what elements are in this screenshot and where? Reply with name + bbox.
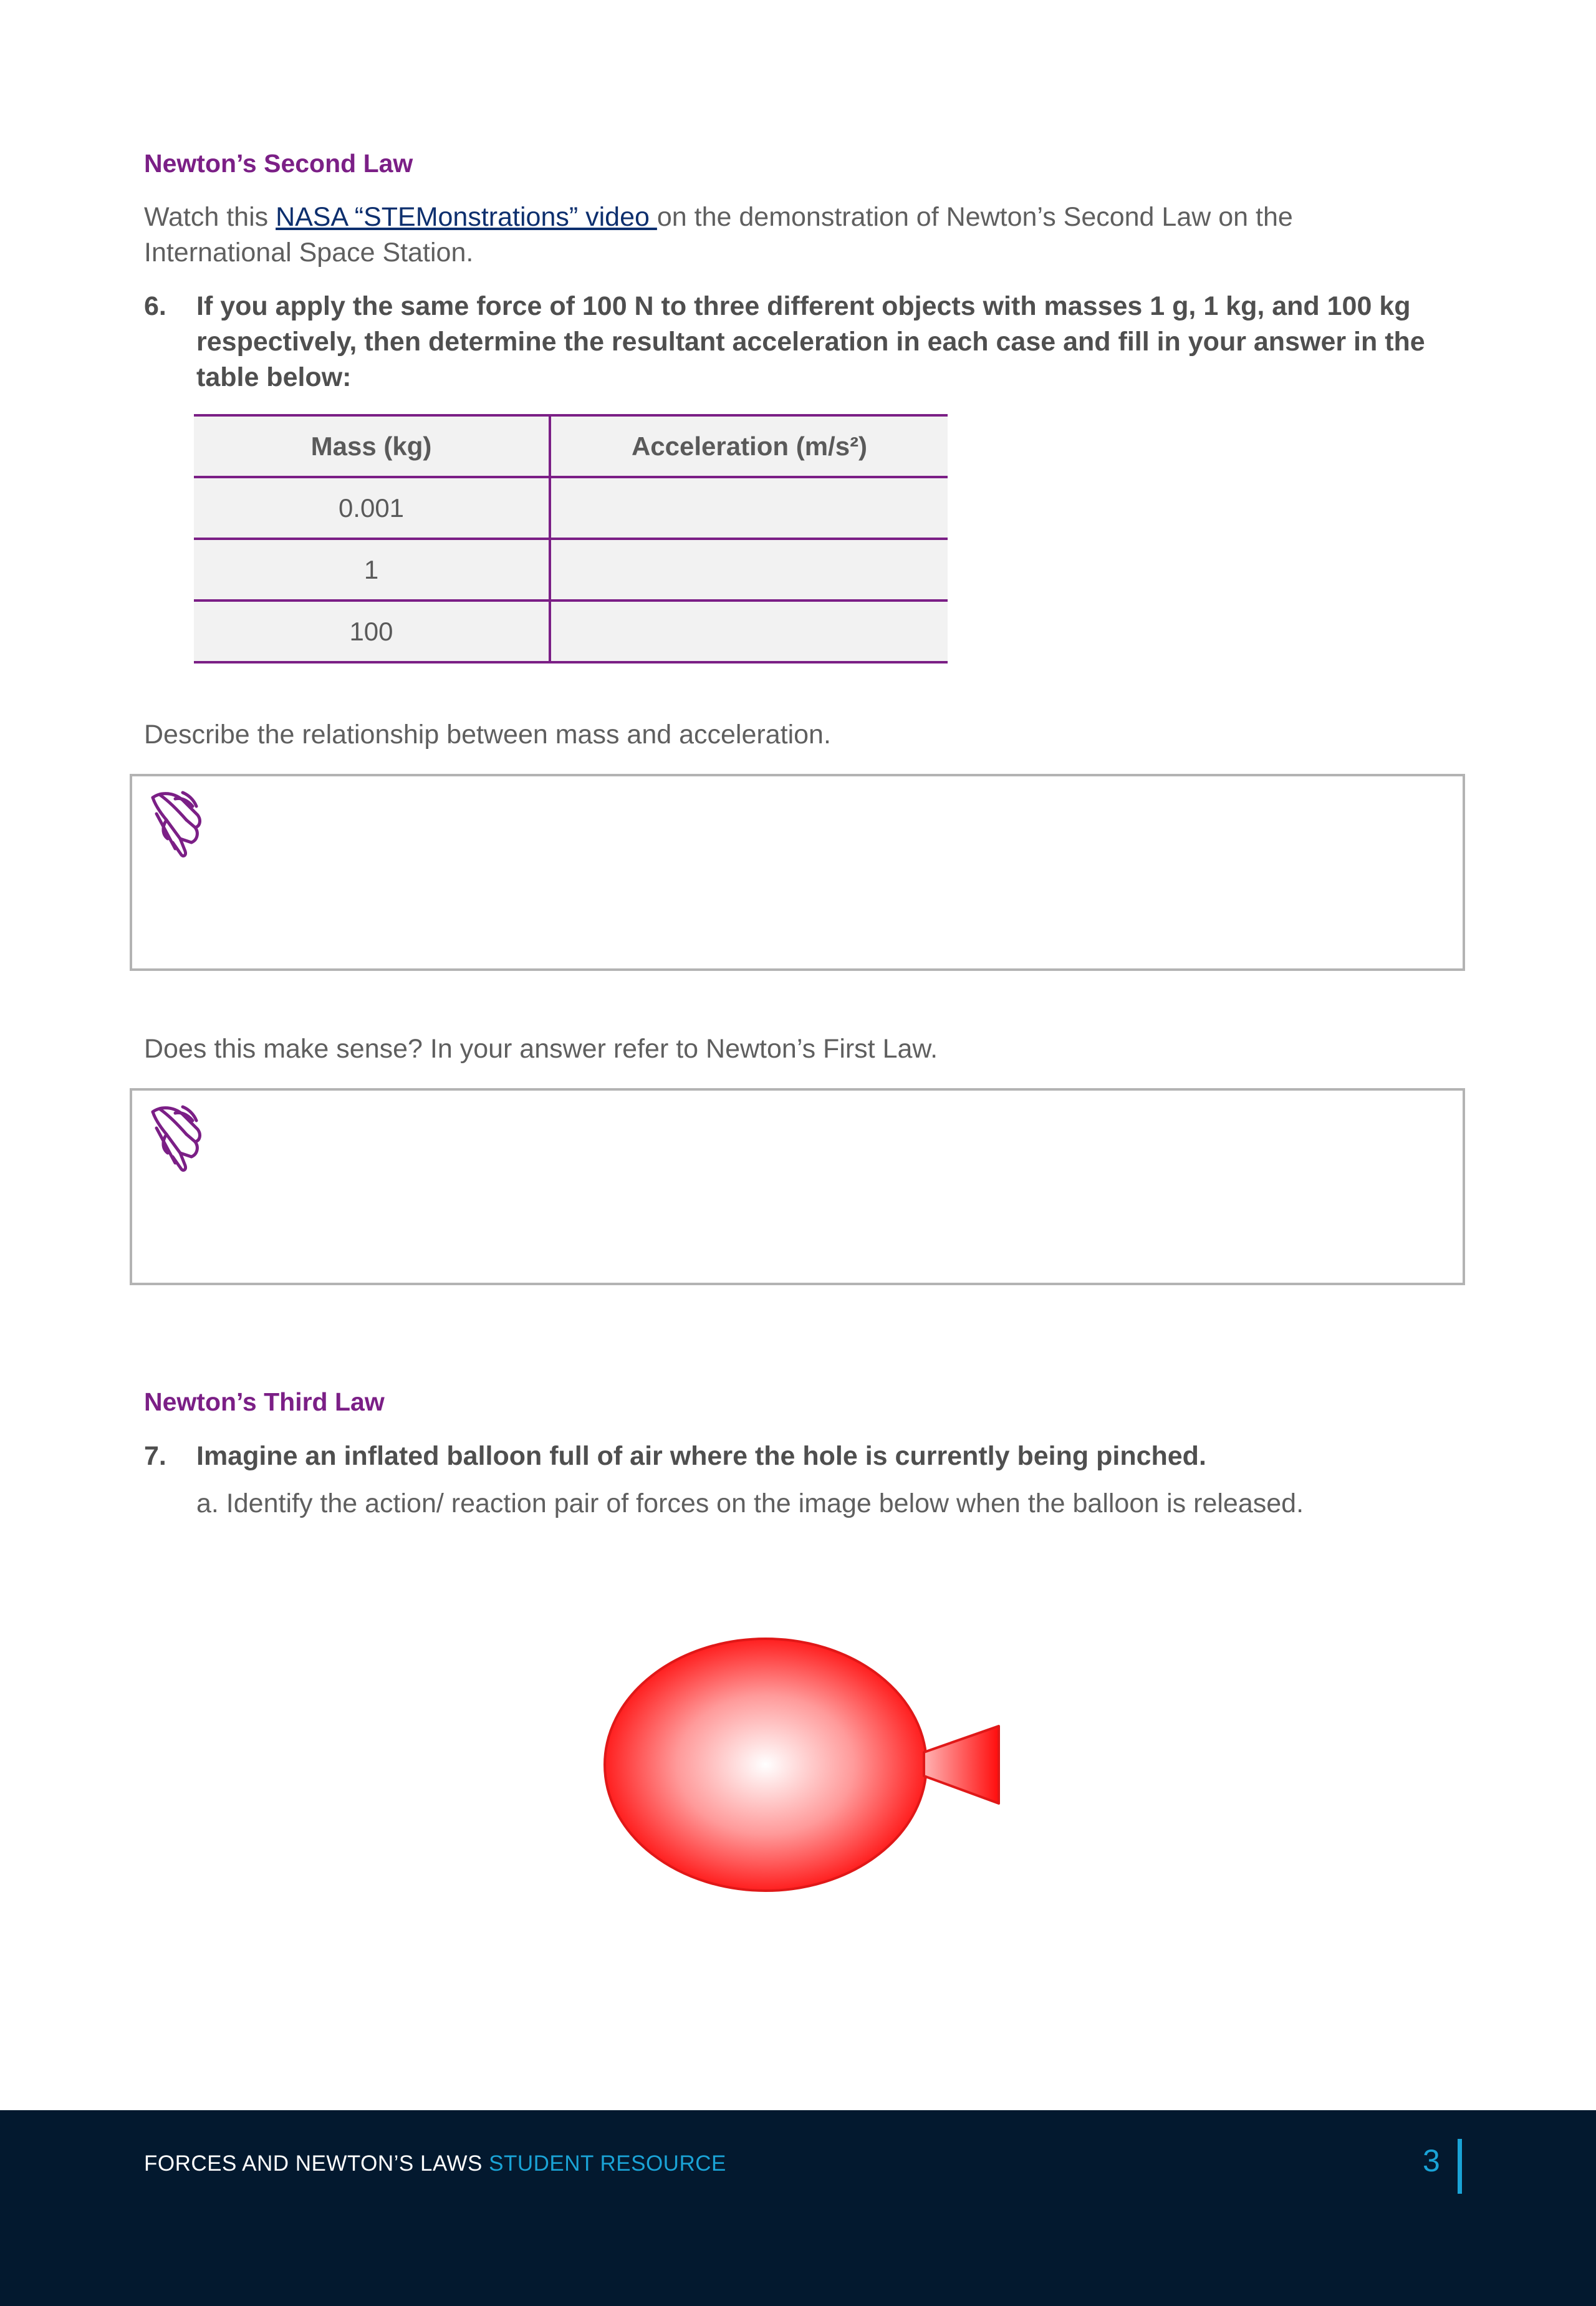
balloon-body <box>605 1639 926 1891</box>
header-acceleration: Acceleration (m/s²) <box>550 415 948 477</box>
pen-hand-icon <box>148 1103 208 1173</box>
mass-acceleration-table <box>194 414 948 663</box>
intro-line-2: International Space Station. <box>144 238 474 268</box>
mass-cell: 100 <box>194 601 550 662</box>
mass-cell: 0.001 <box>194 477 550 539</box>
question-6-line-3: table below: <box>196 362 352 392</box>
page-number-bar <box>1458 2139 1462 2194</box>
pen-hand-icon <box>148 789 208 859</box>
intro-text-before: Watch this <box>144 202 276 232</box>
section-heading-third-law: Newton’s Third Law <box>144 1387 385 1416</box>
balloon-knot <box>924 1726 999 1803</box>
footer-resource-label: STUDENT RESOURCE <box>489 2151 726 2176</box>
question-7 <box>144 1439 1453 1476</box>
table-row <box>194 539 948 601</box>
prompt-newtons-first-law: Does this make sense? In your answer refer to Newton’s First Law. <box>144 1034 938 1064</box>
table-row <box>194 601 948 662</box>
page-footer <box>0 2110 1596 2306</box>
section-heading-second-law: Newton’s Second Law <box>144 149 413 178</box>
question-7-text: Imagine an inflated balloon full of air where the hole is currently being pinched. <box>196 1441 1206 1471</box>
answer-box-first-law[interactable] <box>130 1088 1465 1285</box>
balloon-diagram <box>598 1634 1004 1896</box>
footer-course-title: FORCES AND NEWTON’S LAWS <box>144 2151 489 2176</box>
acceleration-answer-cell[interactable] <box>550 601 948 662</box>
question-7-number: 7. <box>144 1441 166 1471</box>
acceleration-answer-cell[interactable] <box>550 477 948 539</box>
table-row <box>194 477 948 539</box>
question-6-number: 6. <box>144 291 166 321</box>
question-6 <box>144 289 1453 401</box>
table-header-row <box>194 415 948 477</box>
nasa-video-link[interactable]: NASA “STEMonstrations” video <box>276 202 657 232</box>
answer-box-relationship[interactable] <box>130 774 1465 971</box>
intro-paragraph <box>144 200 1293 235</box>
question-6-line-2: respectively, then determine the resultant acceleration in each case and fill in your answer in the <box>196 327 1425 357</box>
footer-title <box>144 2151 726 2176</box>
prompt-mass-acceleration: Describe the relationship between mass and acceleration. <box>144 720 831 750</box>
question-6-line-1: If you apply the same force of 100 N to three different objects with masses 1 g, 1 kg, and 100 kg <box>196 291 1411 321</box>
acceleration-answer-cell[interactable] <box>550 539 948 601</box>
page-number: 3 <box>1423 2143 1440 2178</box>
header-mass: Mass (kg) <box>194 415 550 477</box>
intro-text-after: on the demonstration of Newton’s Second Law on the <box>656 202 1293 232</box>
mass-cell: 1 <box>194 539 550 601</box>
question-7-sub-a: a. Identify the action/ reaction pair of forces on the image below when the balloon is released. <box>196 1488 1304 1518</box>
